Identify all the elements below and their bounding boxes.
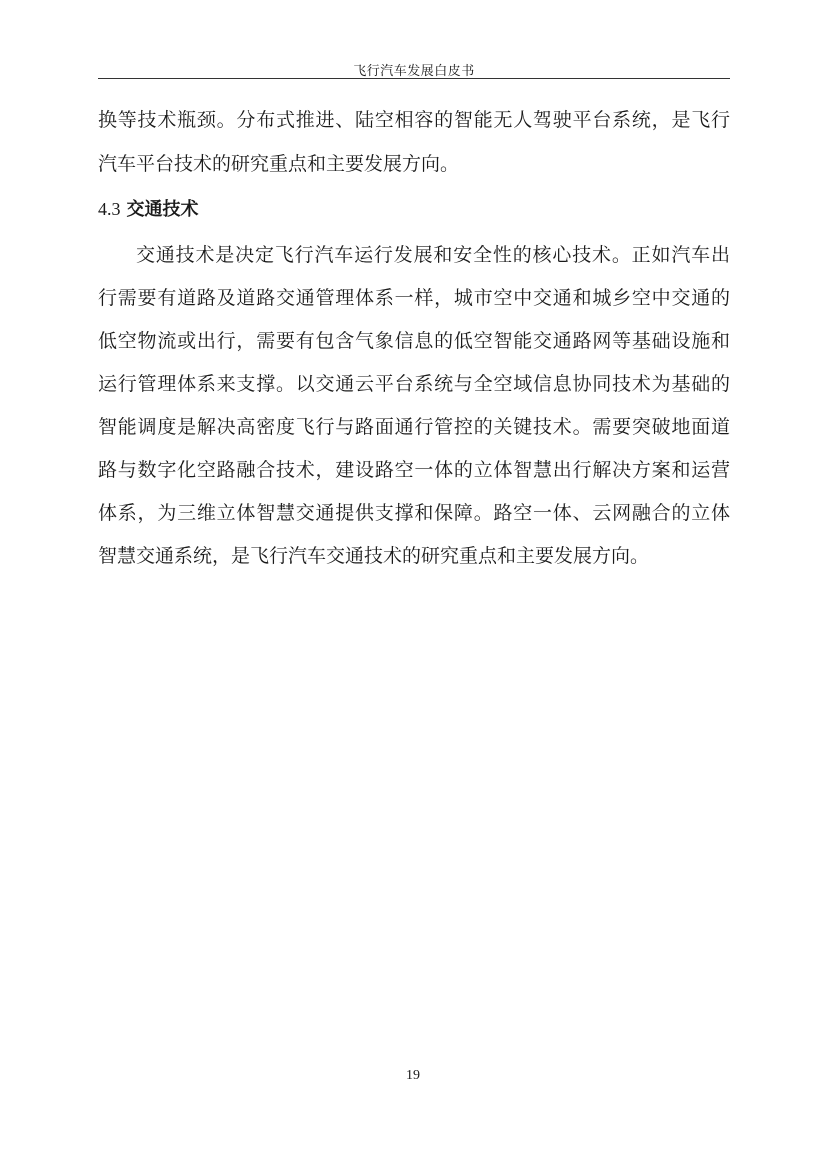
paragraph-line: 路与数字化空路融合技术，建设路空一体的立体智慧出行解决方案和运营 [98, 459, 730, 481]
paragraph-line: 智慧交通系统，是飞行汽车交通技术的研究重点和主要发展方向。 [98, 545, 650, 567]
header-divider [98, 78, 730, 79]
paragraph-line: 汽车平台技术的研究重点和主要发展方向。 [98, 153, 460, 175]
section-number: 4.3 [98, 199, 121, 219]
paragraph-line: 低空物流或出行，需要有包含气象信息的低空智能交通路网等基础设施和 [98, 330, 730, 352]
header-title: 飞行汽车发展白皮书 [353, 64, 475, 79]
paragraph-line: 体系，为三维立体智慧交通提供支撑和保障。路空一体、云网融合的立体 [98, 502, 730, 524]
paragraph-line: 换等技术瓶颈。分布式推进、陆空相容的智能无人驾驶平台系统，是飞行 [98, 109, 730, 131]
paragraph-line: 行需要有道路及道路交通管理体系一样，城市空中交通和城乡空中交通的 [98, 287, 730, 309]
section-heading [98, 196, 199, 222]
paragraph-line: 交通技术是决定飞行汽车运行发展和安全性的核心技术。正如汽车出 [136, 244, 730, 266]
paragraph-line: 运行管理体系来支撑。以交通云平台系统与全空域信息协同技术为基础的 [98, 373, 730, 395]
page-number: 19 [406, 1068, 420, 1083]
paragraph-line: 智能调度是解决高密度飞行与路面通行管控的关键技术。需要突破地面道 [98, 416, 730, 438]
section-title: 交通技术 [126, 199, 199, 220]
